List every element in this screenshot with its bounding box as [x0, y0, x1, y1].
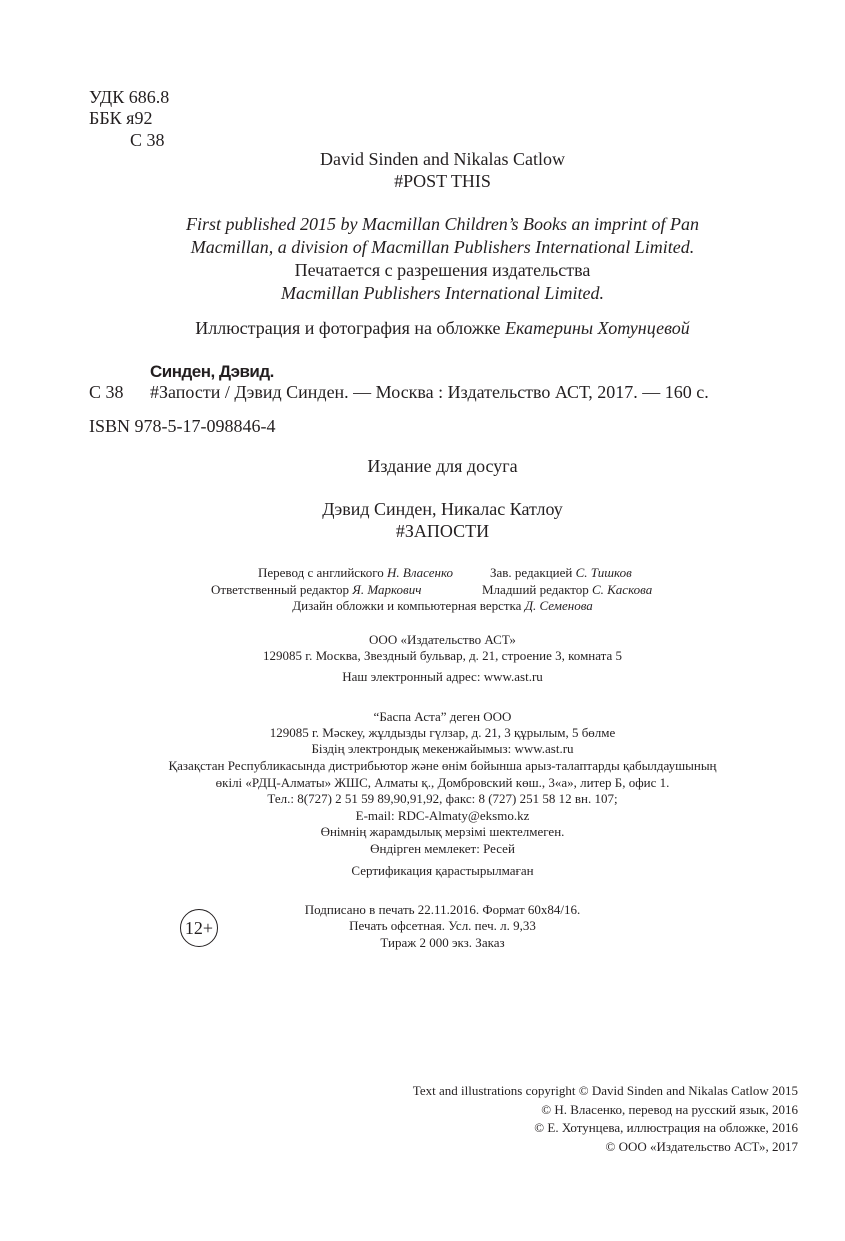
author-mark-code: С 38: [130, 130, 165, 150]
original-title: #POST THIS: [394, 171, 491, 191]
head-editor-credit: Зав. редакцией С. Тишков: [490, 565, 632, 580]
kz-certification: Сертификация қарастырылмаған: [351, 863, 534, 878]
kz-line-4: Қазақстан Республикасында дистрибьютор және өнім бойынша арыз-талаптарды қабылдаушының: [168, 758, 717, 773]
kz-line-3: Біздің электрондық мекенжайымыз: www.ast.ru: [311, 741, 574, 756]
permission-line: Печатается с разрешения издательства: [294, 260, 591, 280]
publisher-address: 129085 г. Москва, Звездный бульвар, д. 21, строение 3, комната 5: [262, 648, 623, 663]
kz-line-7: E-mail: RDC-Almaty@eksmo.kz: [355, 808, 530, 823]
publisher-name: ООО «Издательство АСТ»: [369, 632, 516, 647]
publication-line-1: First published 2015 by Macmillan Children’s Books an imprint of Pan: [186, 214, 699, 234]
design-credit: Дизайн обложки и компьютерная верстка Д. Семенова: [292, 598, 593, 613]
russian-title: #ЗАПОСТИ: [395, 521, 490, 541]
printing-line-3: Тираж 2 000 экз. Заказ: [380, 935, 505, 950]
copyright-line-4: © ООО «Издательство АСТ», 2017: [605, 1139, 798, 1154]
bib-code: С 38: [89, 382, 124, 402]
age-rating-badge: 12+: [180, 909, 218, 947]
isbn: ISBN 978-5-17-098846-4: [89, 416, 276, 436]
author-heading: Синден, Дэвид.: [150, 362, 274, 381]
udk-code: УДК 686.8: [89, 87, 170, 107]
copyright-line-1: Text and illustrations copyright © David Sinden and Nikalas Catlow 2015: [412, 1083, 798, 1098]
publisher-email: Наш электронный адрес: www.ast.ru: [342, 669, 543, 684]
printing-line-1: Подписано в печать 22.11.2016. Формат 60х84/16.: [304, 902, 581, 917]
russian-authors: Дэвид Синден, Никалас Катлоу: [322, 499, 563, 519]
translator-credit: Перевод с английского Н. Власенко: [258, 565, 454, 580]
edition-type: Издание для досуга: [367, 456, 518, 476]
cover-credit: Иллюстрация и фотография на обложке Екатерины Хотунцевой: [195, 318, 690, 338]
kz-line-1: “Баспа Аста” деген ООО: [373, 709, 512, 724]
publication-line-2: Macmillan, a division of Macmillan Publishers International Limited.: [190, 237, 695, 257]
printing-line-2: Печать офсетная. Усл. печ. л. 9,33: [349, 918, 536, 933]
copyright-line-3: © Е. Хотунцева, иллюстрация на обложке, 2016: [534, 1120, 798, 1135]
original-authors: David Sinden and Nikalas Catlow: [320, 149, 565, 169]
kz-line-8: Өнімнің жарамдылық мерзімі шектелмеген.: [320, 824, 565, 839]
kz-line-9: Өндірген мемлекет: Ресей: [370, 841, 515, 856]
kz-line-2: 129085 г. Мәскеу, жұлдызды гүлзар, д. 21, 3 құрылым, 5 бөлме: [269, 725, 616, 740]
responsible-editor-credit: Ответственный редактор Я. Маркович: [211, 582, 422, 597]
copyright-line-2: © Н. Власенко, перевод на русский язык, 2016: [541, 1102, 798, 1117]
kz-line-6: Тел.: 8(727) 2 51 59 89,90,91,92, факс: 8 (727) 251 58 12 вн. 107;: [267, 791, 618, 806]
kz-line-5: өкілі «РДЦ-Алматы» ЖШС, Алматы қ., Домбровский көш., 3«а», литер Б, офис 1.: [215, 775, 670, 790]
junior-editor-credit: Младший редактор С. Каскова: [482, 582, 653, 597]
bib-entry: #Запости / Дэвид Синден. — Москва : Издательство АСТ, 2017. — 160 с.: [150, 382, 709, 402]
publisher-line: Macmillan Publishers International Limited.: [281, 283, 604, 303]
bbk-code: ББК я92: [89, 108, 153, 128]
